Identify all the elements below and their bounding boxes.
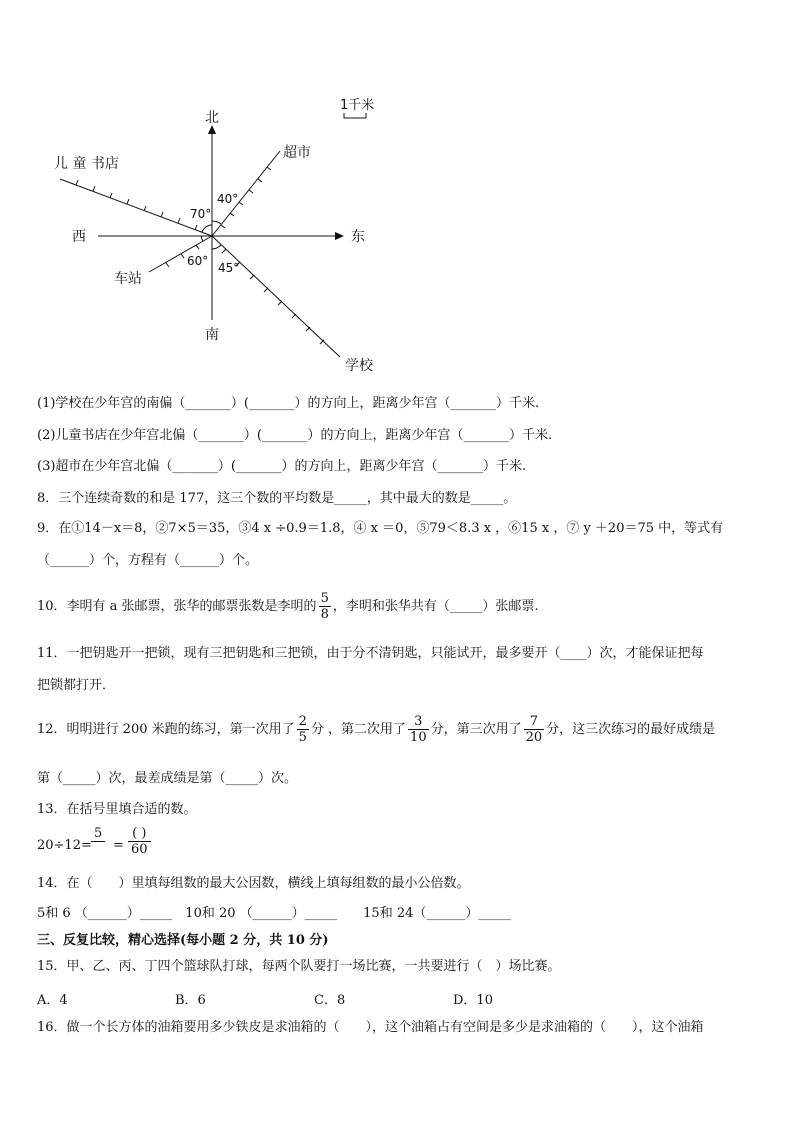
station-label: 车站 [114, 271, 142, 287]
supermarket-label: 超市 [283, 145, 311, 161]
angle-arc-45 [212, 245, 221, 249]
question-12-text-c: 分，第三次用了 [430, 722, 522, 737]
question-10-text-a: 10．李明有 a 张邮票，张华的邮票张数是李明的 [37, 599, 317, 614]
north-label: 北 [205, 110, 219, 126]
fraction-seven-twentieths [524, 714, 545, 745]
fraction-denominator: 8 [320, 607, 329, 622]
fraction-five-eighths [319, 591, 331, 622]
east-arrow [335, 232, 344, 240]
east-label: 东 [351, 229, 365, 245]
question-12-line-1 [37, 712, 715, 748]
question-10-text-b: ，李明和张华共有（_____）张邮票. [332, 599, 539, 614]
question-16: 16．做一个长方体的油箱要用多少铁皮是求油箱的（ ），这个油箱占有空间是多少是求油箱的（ ），这个油箱 [37, 1020, 704, 1035]
fraction-denominator: 5 [298, 730, 307, 745]
angle-label-40: 40° [217, 192, 239, 206]
fraction-numerator: 5 [320, 591, 329, 606]
scale-bar [344, 113, 366, 118]
question-9-line-2: （______）个，方程有（______）个。 [37, 553, 259, 568]
question-14-groups: 5和 6 （______）_____ 10和 20 （______）_____ 15和 24（______）_____ [37, 906, 511, 921]
option-c: C．8 [314, 993, 346, 1008]
angle-label-45: 45° [218, 261, 240, 275]
question-11-line-2: 把锁都打开． [37, 678, 116, 693]
fraction-denominator: 60 [131, 842, 148, 857]
question-12-line-2: 第（_____）次，最差成绩是第（_____）次。 [37, 771, 298, 786]
west-label: 西 [72, 229, 86, 245]
option-b: B．6 [175, 993, 206, 1008]
fraction-blank-over-sixty [128, 826, 151, 857]
question-14: 14．在（ ）里填每组数的最大公因数，横线上填每组数的最小公倍数。 [37, 876, 470, 891]
section-3-heading: 三、反复比较，精心选择(每小题 2 分，共 10 分) [37, 933, 329, 948]
fraction-numerator: 5 [91, 826, 105, 842]
question-12-text-a: 12．明明进行 200 米跑的练习，第一次用了 [37, 722, 295, 737]
question-9-line-1: 9．在①14－x＝8，②7×5＝35，③4 x ÷0.9＝1.8，④ x ＝0，⑤79＜8.3 x ，⑥15 x ，⑦ y ＋20＝75 中，等式有 [37, 521, 724, 536]
north-arrow [208, 125, 216, 134]
fraction-denominator: 10 [410, 730, 427, 745]
equals-sign: = [113, 838, 124, 853]
question-7-part-2: (2)儿童书店在少年宫北偏（_______）(_______）的方向上，距离少年宫（_______）千米. [37, 428, 553, 443]
angle-label-60: 60° [187, 254, 209, 268]
question-8: 8．三个连续奇数的和是 177，这三个数的平均数是_____，其中最大的数是_____。 [37, 491, 517, 506]
south-label: 南 [205, 327, 219, 343]
option-a: A．4 [37, 993, 68, 1008]
angle-arc-60 [201, 236, 203, 241]
fraction-numerator: 7 [524, 714, 545, 730]
angle-arc-70 [202, 225, 212, 232]
scale-label: 1千米 [340, 98, 375, 113]
fraction-numerator: 2 [298, 714, 307, 729]
question-11-line-1: 11．一把钥匙开一把锁，现有三把钥匙和三把锁，由于分不清钥匙，只能试开，最多要开（____）次，才能保证把每 [37, 646, 704, 661]
fraction-numerator: ( ) [128, 826, 151, 842]
angle-arc-40 [212, 221, 221, 224]
question-13-expression: 20÷12= [37, 838, 92, 853]
question-7-part-1: (1)学校在少年宫的南偏（_______）(_______）的方向上，距离少年宫（_______）千米. [37, 396, 540, 411]
option-d: D．10 [453, 993, 493, 1008]
school-ray [212, 236, 340, 357]
question-12-text-b: 分 ，第二次用了 [310, 722, 407, 737]
question-15: 15．甲、乙、丙、丁四个篮球队打球，每两个队要打一场比赛，一共要进行（ ）场比赛。 [37, 959, 561, 974]
question-12-text-d: 分，这三次练习的最好成绩是 [546, 722, 716, 737]
fraction-denominator-blank [91, 842, 105, 858]
fraction-numerator: 3 [408, 714, 429, 730]
school-label: 学校 [345, 358, 373, 374]
bookstore-label: 儿 童 书店 [54, 156, 119, 172]
fraction-two-fifths [297, 714, 309, 745]
question-7-part-3: (3)超市在少年宫北偏（_______）(_______）的方向上，距离少年宫（_______）千米. [37, 459, 527, 474]
question-10 [37, 590, 538, 624]
question-13: 13．在括号里填合适的数。 [37, 802, 197, 817]
direction-diagram [0, 0, 794, 390]
fraction-five-over-blank [91, 826, 105, 858]
fraction-denominator: 20 [525, 730, 543, 745]
angle-label-70: 70° [190, 207, 212, 221]
fraction-three-tenths [408, 714, 429, 745]
